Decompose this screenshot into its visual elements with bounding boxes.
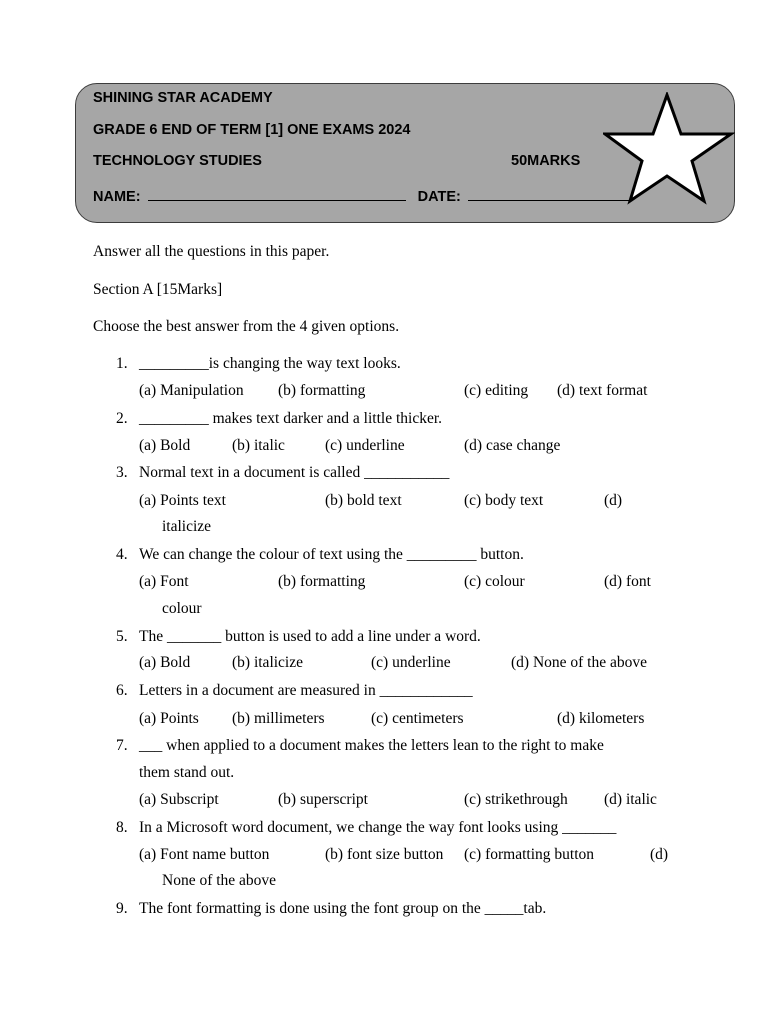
option-c: (c) editing	[464, 382, 529, 399]
option-c: (c) colour	[464, 573, 525, 590]
option-a: (a) Manipulation	[139, 382, 244, 399]
choose-instruction: Choose the best answer from the 4 given options.	[93, 318, 400, 335]
option-d: (d) case change	[464, 437, 561, 454]
section-title: Section A [15Marks]	[93, 281, 223, 298]
question-number: 3.	[116, 464, 128, 481]
option-a: (a) Bold	[139, 654, 191, 671]
option-b: (b) font size button	[325, 846, 444, 863]
option-b: (b) formatting	[278, 573, 366, 590]
option-d-continued: colour	[162, 600, 202, 617]
option-b: (b) formatting	[278, 382, 366, 399]
option-c: (c) centimeters	[371, 710, 464, 727]
question-number: 8.	[116, 819, 128, 836]
option-c: (c) strikethrough	[464, 791, 568, 808]
question-number: 5.	[116, 628, 128, 645]
option-d: (d) text format	[557, 382, 648, 399]
option-d: (d)	[604, 492, 623, 509]
option-b: (b) italicize	[232, 654, 303, 671]
option-b: (b) italic	[232, 437, 285, 454]
question-text-continued: them stand out.	[139, 764, 235, 781]
question-number: 1.	[116, 355, 128, 372]
option-d-continued: None of the above	[162, 872, 277, 889]
option-b: (b) bold text	[325, 492, 402, 509]
question-text: In a Microsoft word document, we change the way font looks using _______	[139, 819, 617, 836]
option-d: (d) kilometers	[557, 710, 645, 727]
option-a: (a) Points	[139, 710, 199, 727]
option-a: (a) Subscript	[139, 791, 219, 808]
exam-title: GRADE 6 END OF TERM [1] ONE EXAMS 2024	[93, 122, 411, 138]
option-c: (c) underline	[371, 654, 451, 671]
school-name: SHINING STAR ACADEMY	[93, 90, 273, 106]
option-d: (d) None of the above	[511, 654, 648, 671]
instruction-line: Answer all the questions in this paper.	[93, 243, 330, 260]
option-c: (c) body text	[464, 492, 544, 509]
option-d: (d)	[650, 846, 669, 863]
question-number: 6.	[116, 682, 128, 699]
question-text: ___ when applied to a document makes the letters lean to the right to make	[139, 737, 604, 754]
question-text: _________ makes text darker and a little thicker.	[139, 410, 443, 427]
option-c: (c) formatting button	[464, 846, 594, 863]
subject-title: TECHNOLOGY STUDIES	[93, 153, 262, 169]
question-text: The font formatting is done using the font group on the _____tab.	[139, 900, 547, 917]
name-label: NAME:	[93, 189, 141, 205]
option-d: (d) italic	[604, 791, 657, 808]
name-line	[93, 186, 631, 205]
option-b: (b) millimeters	[232, 710, 325, 727]
question-text: Normal text in a document is called ___________	[139, 464, 450, 481]
question-text: _________is changing the way text looks.	[139, 355, 401, 372]
question-number: 2.	[116, 410, 128, 427]
question-number: 9.	[116, 900, 128, 917]
option-c: (c) underline	[325, 437, 405, 454]
option-a: (a) Points text	[139, 492, 226, 509]
question-number: 4.	[116, 546, 128, 563]
option-d-continued: italicize	[162, 518, 212, 535]
star-icon	[603, 92, 735, 206]
name-blank	[148, 186, 406, 201]
question-text: We can change the colour of text using the _________ button.	[139, 546, 524, 563]
option-d: (d) font	[604, 573, 651, 590]
option-b: (b) superscript	[278, 791, 368, 808]
question-text: Letters in a document are measured in ____________	[139, 682, 473, 699]
question-number: 7.	[116, 737, 128, 754]
date-label: DATE:	[417, 189, 461, 205]
total-marks: 50MARKS	[511, 153, 581, 169]
option-a: (a) Font name button	[139, 846, 270, 863]
option-a: (a) Bold	[139, 437, 191, 454]
option-a: (a) Font	[139, 573, 189, 590]
question-text: The _______ button is used to add a line under a word.	[139, 628, 481, 645]
